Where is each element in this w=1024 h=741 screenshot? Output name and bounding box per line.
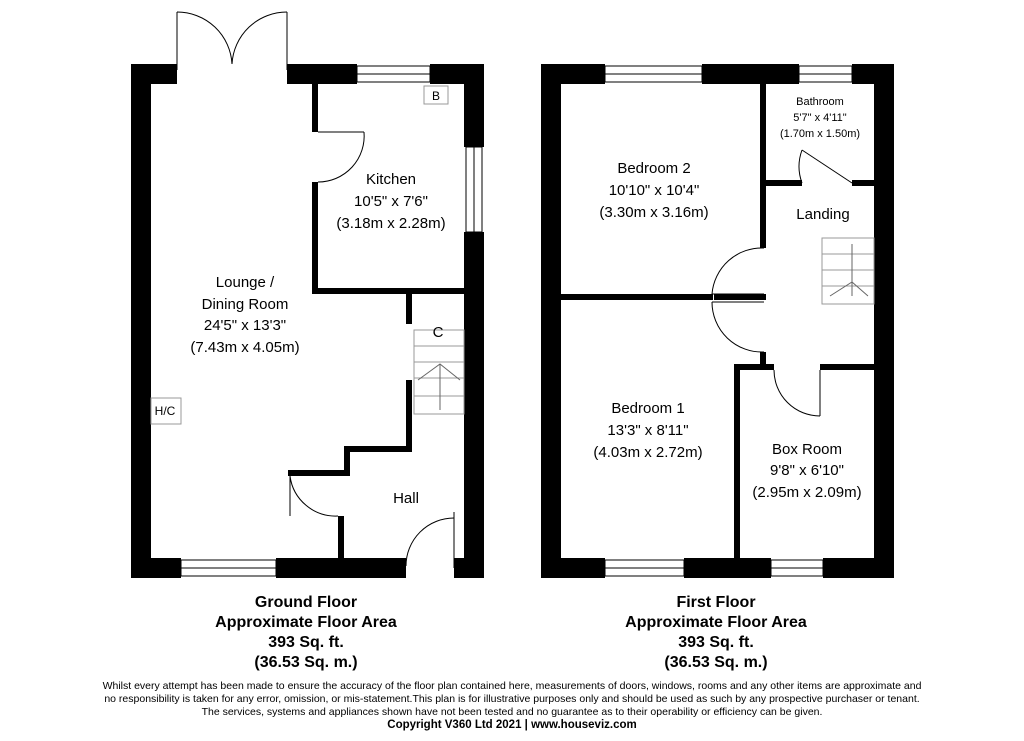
gf-cupboard-wall-upper — [406, 294, 412, 324]
ff-bathroom-size-metric: (1.70m x 1.50m) — [779, 128, 861, 140]
ff-bedroom1-name: Bedroom 1 — [611, 400, 685, 417]
gf-kitchen-wall-left-upper — [312, 84, 318, 132]
ground-floor-title: Ground Floor — [254, 594, 358, 611]
ff-wall-top-mid — [702, 64, 799, 84]
ff-bedroom2-size-metric: (3.30m x 3.16m) — [599, 204, 709, 221]
ff-wall-bottom-left — [541, 558, 605, 578]
ff-bathroom-wall-right — [852, 180, 874, 186]
ff-bathroom-door — [802, 150, 852, 183]
gf-lounge-name-1: Lounge / — [215, 274, 275, 291]
gf-cupboard-wall-lower — [406, 380, 412, 452]
gf-hall-wall-top — [288, 470, 350, 476]
ff-bedroom-divider — [561, 294, 713, 300]
ff-bedroom2-wall-right — [760, 84, 766, 248]
gf-kitchen-wall-bottom — [312, 288, 464, 294]
gf-cupboard-label: C — [432, 324, 444, 341]
ground-floor-area-sqm: (36.53 Sq. m.) — [254, 654, 358, 671]
ff-bedroom2-size-imperial: 10'10" x 10'4" — [608, 182, 700, 199]
ff-wall-bottom-right — [823, 558, 894, 578]
ff-bedroom2-name: Bedroom 2 — [617, 160, 691, 177]
ff-boxroom-size-metric: (2.95m x 2.09m) — [752, 484, 862, 501]
disclaimer — [0, 680, 1024, 732]
gf-kitchen-size-imperial: 10'5" x 7'6" — [354, 193, 428, 210]
first-floor-area-sqm: (36.53 Sq. m.) — [664, 654, 768, 671]
gf-lounge-size-imperial: 24'5" x 13'3" — [203, 317, 287, 334]
disclaimer-line-3: The services, systems and appliances shown have not been tested and no guarantee as to their operability or efficiency can be given. — [201, 706, 823, 718]
ff-stairs — [822, 238, 874, 304]
gf-hall-wall-left — [338, 516, 344, 558]
ff-wall-top-left — [541, 64, 605, 84]
ff-wall-bottom-mid — [684, 558, 771, 578]
first-floor-title: First Floor — [676, 594, 756, 611]
ff-bedroom-divider-right — [714, 294, 766, 300]
gf-wall-bottom-right — [454, 558, 484, 578]
gf-boiler-label: B — [431, 89, 441, 103]
ground-floor-subtitle: Approximate Floor Area — [215, 614, 397, 631]
gf-hc-label: H/C — [154, 404, 176, 418]
ff-bathroom-name: Bathroom — [796, 96, 844, 108]
gf-wall-bottom-left — [131, 558, 181, 578]
copyright: Copyright V360 Ltd 2021 | www.houseviz.com — [387, 719, 637, 731]
gf-wall-right-lower — [464, 232, 484, 578]
ff-landing-name: Landing — [796, 206, 850, 223]
ff-wall-right — [874, 64, 894, 578]
gf-kitchen-size-metric: (3.18m x 2.28m) — [336, 215, 446, 232]
ground-floor-caption — [186, 593, 426, 673]
ff-bedroom1-size-metric: (4.03m x 2.72m) — [593, 444, 703, 461]
gf-wall-top-mid — [287, 64, 357, 84]
ff-boxroom-wall-top-right — [820, 364, 874, 370]
gf-wall-top-left — [131, 64, 177, 84]
first-floor-caption — [596, 593, 836, 673]
gf-kitchen-name: Kitchen — [365, 171, 417, 188]
gf-hall-name: Hall — [393, 490, 419, 507]
ff-boxroom-name: Box Room — [771, 441, 843, 458]
ff-wall-left — [541, 64, 561, 578]
first-floor-plan — [541, 64, 894, 578]
gf-lounge-size-metric: (7.43m x 4.05m) — [190, 339, 300, 356]
disclaimer-line-1: Whilst every attempt has been made to ensure the accuracy of the floor plan contained here, measurements of doors, windows, rooms and any other items are approximate and — [102, 680, 922, 692]
disclaimer-line-2: no responsibility is taken for any error, omission, or mis-statement.This plan is for illustrative purposes only and should be used as such by any prospective purchaser or tenant. — [104, 693, 920, 705]
ground-floor-plan — [131, 12, 484, 578]
gf-wall-bottom-mid — [276, 558, 406, 578]
gf-lounge-name-2: Dining Room — [201, 296, 289, 313]
gf-wall-left — [131, 64, 151, 578]
ground-floor-area-sqft: 393 Sq. ft. — [268, 634, 344, 651]
gf-wall-right-upper — [464, 64, 484, 147]
gf-hall-wall-step — [344, 446, 412, 452]
gf-kitchen-wall-left-lower — [312, 182, 318, 294]
gf-stairs — [414, 330, 464, 414]
ff-bedroom1-size-imperial: 13'3" x 8'11" — [607, 422, 689, 439]
first-floor-area-sqft: 393 Sq. ft. — [678, 634, 754, 651]
ff-bathroom-wall-left — [766, 180, 802, 186]
ff-boxroom-size-imperial: 9'8" x 6'10" — [770, 462, 844, 479]
ff-boxroom-wall-left — [734, 364, 740, 558]
first-floor-subtitle: Approximate Floor Area — [625, 614, 807, 631]
ff-bathroom-size-imperial: 5'7" x 4'11" — [793, 112, 847, 124]
